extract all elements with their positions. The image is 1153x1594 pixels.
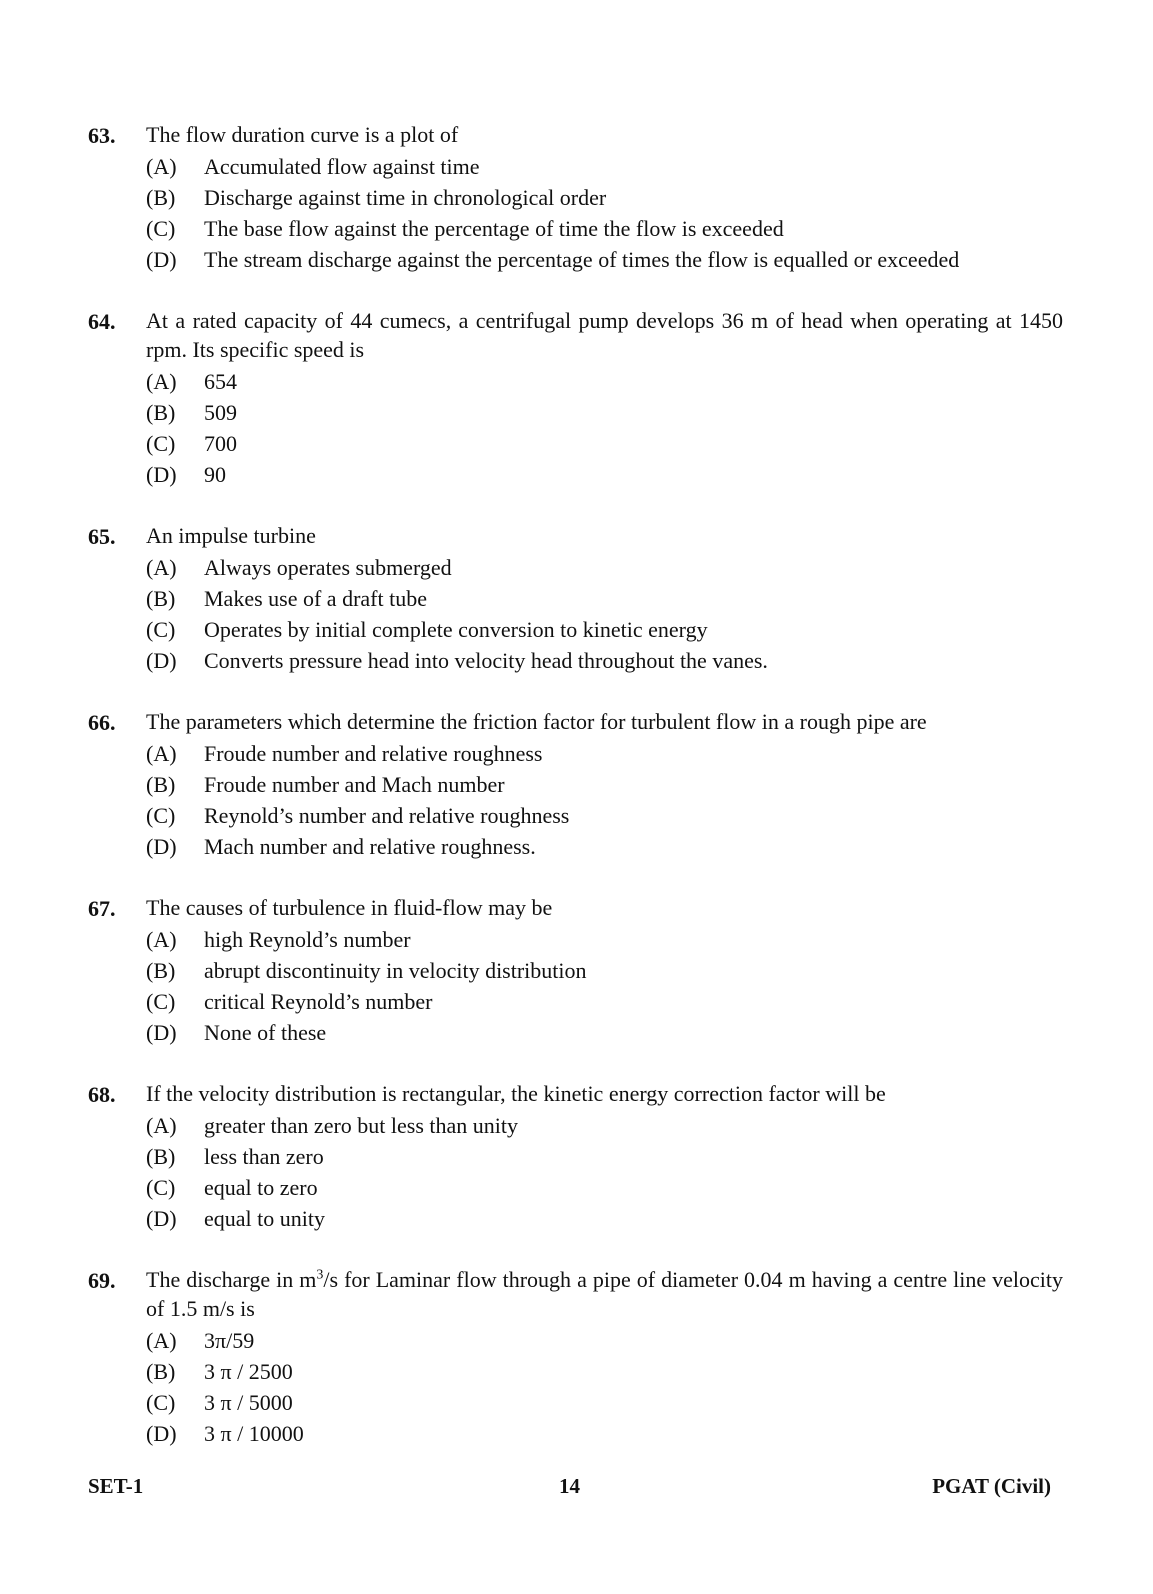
option-text: Reynold’s number and relative roughness (204, 803, 570, 828)
option-b (146, 1141, 1063, 1172)
option-d (146, 645, 1063, 676)
option-text: Accumulated flow against time (204, 154, 480, 179)
question-text: The causes of turbulence in fluid-flow may be (146, 895, 553, 920)
option-text: The base flow against the percentage of time the flow is exceeded (204, 216, 784, 241)
option-d (146, 1418, 1063, 1449)
option-c (146, 986, 1063, 1017)
footer-set-label: SET-1 (88, 1474, 144, 1498)
question-number: 68. (88, 1082, 116, 1107)
option-b (146, 397, 1063, 428)
option-label: (B) (146, 772, 176, 797)
option-label: (B) (146, 1144, 176, 1169)
option-text: Discharge against time in chronological order (204, 185, 607, 210)
option-label: (A) (146, 369, 177, 394)
page-number: 14 (559, 1474, 580, 1498)
option-d (146, 1017, 1063, 1048)
option-label: (D) (146, 648, 177, 673)
question-66 (88, 707, 1063, 862)
question-text: An impulse turbine (146, 523, 316, 548)
option-b (146, 583, 1063, 614)
question-text-part: The discharge in m (146, 1267, 317, 1292)
option-text: 90 (204, 462, 226, 487)
option-b (146, 182, 1063, 213)
option-d (146, 831, 1063, 862)
superscript: 3 (316, 1267, 324, 1283)
option-text: 3 π / 10000 (204, 1421, 304, 1446)
option-a (146, 1325, 1063, 1356)
question-number: 64. (88, 309, 116, 334)
option-label: (D) (146, 834, 177, 859)
option-text: critical Reynold’s number (204, 989, 433, 1014)
question-65 (88, 521, 1063, 676)
question-67 (88, 893, 1063, 1048)
option-label: (A) (146, 741, 177, 766)
option-text: high Reynold’s number (204, 927, 411, 952)
option-text: None of these (204, 1020, 327, 1045)
option-text: 509 (204, 400, 237, 425)
option-label: (B) (146, 586, 176, 611)
option-text: less than zero (204, 1144, 324, 1169)
option-text: greater than zero but less than unity (204, 1113, 519, 1138)
page-footer (88, 1474, 1051, 1499)
option-label: (A) (146, 1113, 177, 1138)
question-number: 67. (88, 896, 116, 921)
option-text: Froude number and Mach number (204, 772, 505, 797)
question-64 (88, 306, 1063, 490)
option-c (146, 213, 1063, 244)
question-69 (88, 1265, 1063, 1449)
option-c (146, 1387, 1063, 1418)
option-a (146, 738, 1063, 769)
question-text-part: /s for Laminar flow through a pipe of diameter 0.04 m having a centre line velocity of 1.5 m/s is (146, 1267, 1063, 1321)
option-a (146, 366, 1063, 397)
option-label: (C) (146, 216, 176, 241)
option-label: (A) (146, 555, 177, 580)
option-label: (A) (146, 1328, 177, 1353)
footer-exam-title: PGAT (Civil) (932, 1474, 1051, 1498)
option-label: (A) (146, 927, 177, 952)
option-c (146, 800, 1063, 831)
question-text: If the velocity distribution is rectangular, the kinetic energy correction factor will be (146, 1081, 886, 1106)
option-text: Froude number and relative roughness (204, 741, 543, 766)
option-label: (B) (146, 400, 176, 425)
option-a (146, 1110, 1063, 1141)
option-b (146, 955, 1063, 986)
option-text: equal to zero (204, 1175, 318, 1200)
question-number: 66. (88, 710, 116, 735)
option-b (146, 769, 1063, 800)
option-text: Always operates submerged (204, 555, 452, 580)
option-text: Operates by initial complete conversion to kinetic energy (204, 617, 708, 642)
question-text (146, 1265, 1063, 1323)
option-d (146, 244, 1063, 275)
option-label: (C) (146, 803, 176, 828)
option-c (146, 614, 1063, 645)
option-label: (D) (146, 1206, 177, 1231)
option-label: (D) (146, 1421, 177, 1446)
option-text: 700 (204, 431, 237, 456)
question-number: 69. (88, 1268, 116, 1293)
option-d (146, 459, 1063, 490)
option-text: Converts pressure head into velocity head throughout the vanes. (204, 648, 768, 673)
option-text: 3π/59 (204, 1328, 255, 1353)
question-number: 63. (88, 123, 116, 148)
question-number: 65. (88, 524, 116, 549)
option-label: (D) (146, 1020, 177, 1045)
question-list (88, 120, 1063, 1449)
option-label: (D) (146, 462, 177, 487)
option-b (146, 1356, 1063, 1387)
option-text: Mach number and relative roughness. (204, 834, 536, 859)
option-label: (B) (146, 1359, 176, 1384)
option-d (146, 1203, 1063, 1234)
option-c (146, 1172, 1063, 1203)
option-text: abrupt discontinuity in velocity distribution (204, 958, 587, 983)
option-c (146, 428, 1063, 459)
option-a (146, 924, 1063, 955)
option-text: Makes use of a draft tube (204, 586, 427, 611)
question-text: The parameters which determine the friction factor for turbulent flow in a rough pipe are (146, 709, 927, 734)
option-label: (C) (146, 1390, 176, 1415)
option-label: (C) (146, 1175, 176, 1200)
option-label: (C) (146, 431, 176, 456)
option-label: (C) (146, 989, 176, 1014)
option-a (146, 151, 1063, 182)
option-label: (C) (146, 617, 176, 642)
option-text: The stream discharge against the percentage of times the flow is equalled or exceeded (204, 247, 960, 272)
option-text: 654 (204, 369, 237, 394)
option-a (146, 552, 1063, 583)
option-label: (A) (146, 154, 177, 179)
option-label: (B) (146, 185, 176, 210)
option-label: (D) (146, 247, 177, 272)
question-text: At a rated capacity of 44 cumecs, a centrifugal pump develops 36 m of head when operating at 1450 rpm. Its specific speed is (146, 308, 1063, 362)
question-63 (88, 120, 1063, 275)
question-text: The flow duration curve is a plot of (146, 122, 459, 147)
question-68 (88, 1079, 1063, 1234)
option-label: (B) (146, 958, 176, 983)
option-text: 3 π / 5000 (204, 1390, 293, 1415)
option-text: equal to unity (204, 1206, 325, 1231)
option-text: 3 π / 2500 (204, 1359, 293, 1384)
